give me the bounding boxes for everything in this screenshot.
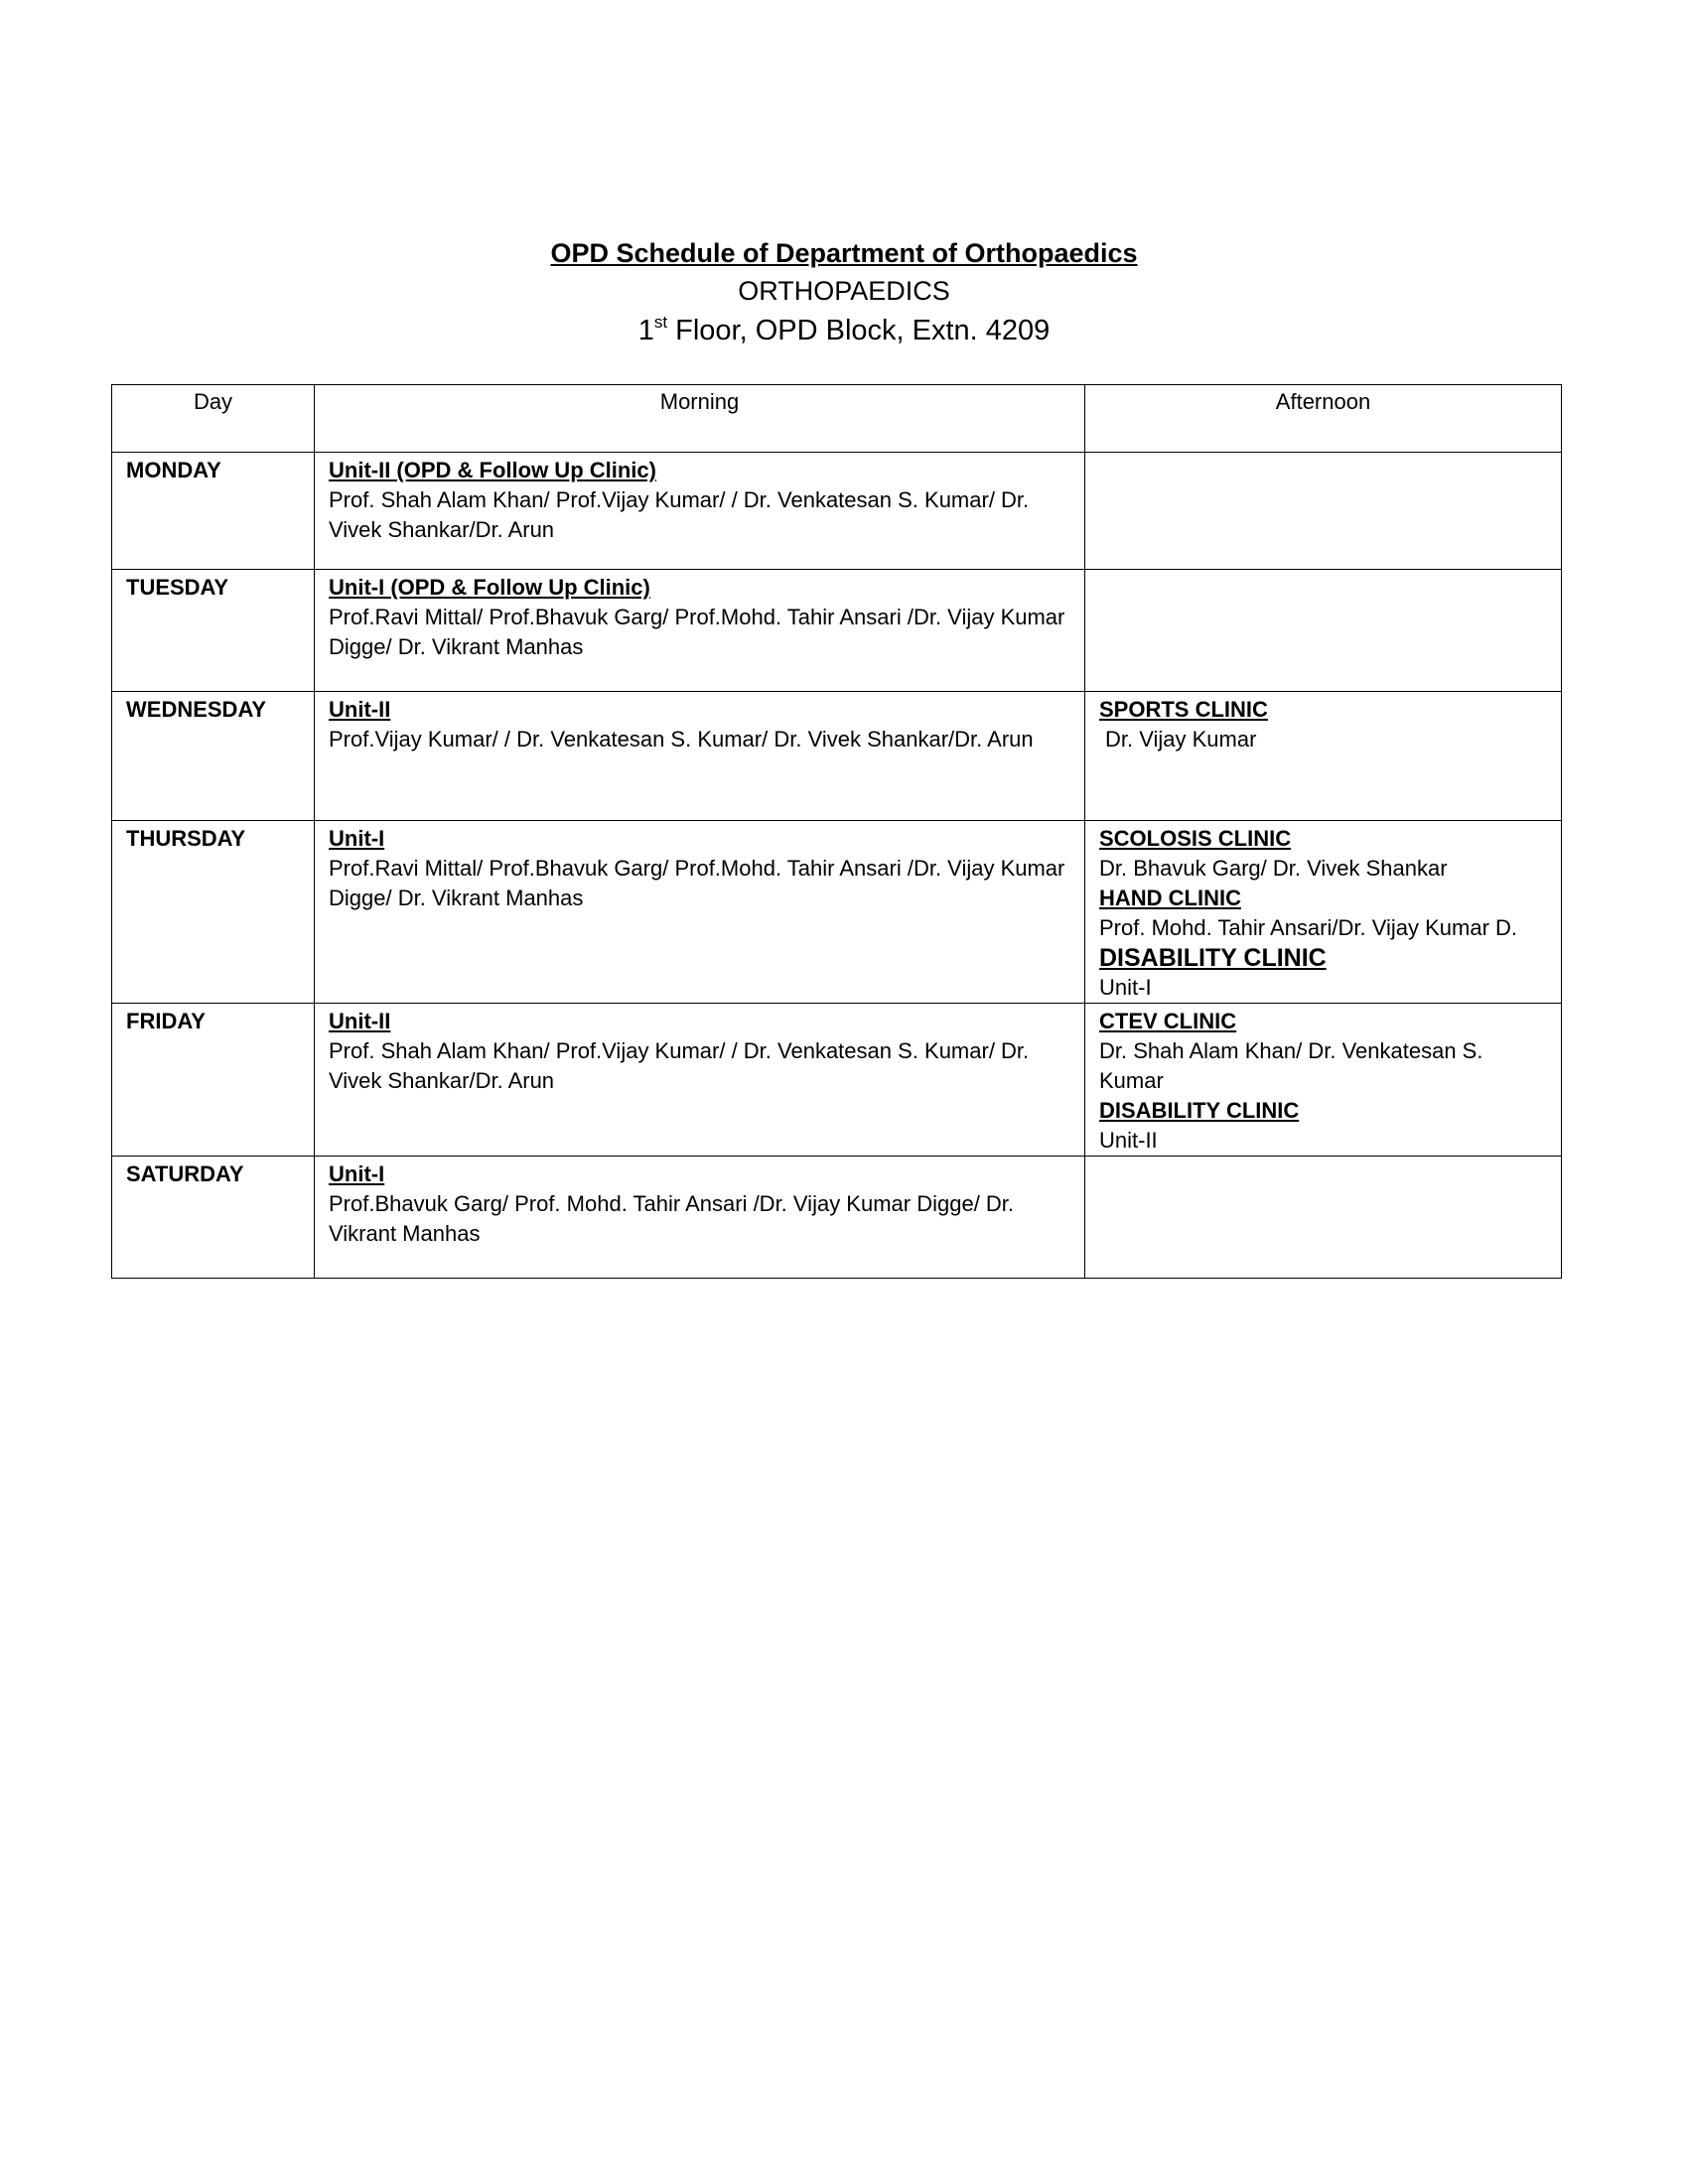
column-header-day: Day [112,385,315,453]
clinic-heading: DISABILITY CLINIC [1099,1098,1300,1123]
afternoon-cell [1085,1004,1562,1157]
unit-heading: Unit-II (OPD & Follow Up Clinic) [329,458,656,482]
afternoon-cell [1085,821,1562,1004]
day-cell: WEDNESDAY [112,692,315,821]
location-text: Floor, OPD Block, Extn. 4209 [667,315,1051,346]
afternoon-cell [1085,1157,1562,1279]
page-title: OPD Schedule of Department of Orthopaedics [550,238,1138,268]
afternoon-cell [1085,570,1562,692]
doctor-names: Prof.Ravi Mittal/ Prof.Bhavuk Garg/ Prof.Mohd. Tahir Ansari /Dr. Vijay Kumar Digge/ Dr. Vikrant Manhas [329,605,1065,659]
table-row-thursday [112,821,1562,1004]
clinic-heading: SPORTS CLINIC [1099,697,1268,722]
afternoon-cell [1085,453,1562,570]
day-cell: MONDAY [112,453,315,570]
table-header-row [112,385,1562,453]
clinic-doctors: Unit-II [1099,1128,1158,1153]
doctor-names: Prof.Vijay Kumar/ / Dr. Venkatesan S. Kumar/ Dr. Vivek Shankar/Dr. Arun [329,727,1034,751]
day-cell: THURSDAY [112,821,315,1004]
floor-ordinal: st [653,313,668,332]
unit-heading: Unit-I [329,826,385,851]
clinic-doctors: Dr. Shah Alam Khan/ Dr. Venkatesan S. Kumar [1099,1038,1483,1093]
location-line [0,310,1688,351]
day-cell: TUESDAY [112,570,315,692]
floor-number: 1 [637,315,654,346]
column-header-afternoon: Afternoon [1085,385,1562,453]
morning-cell [315,1004,1085,1157]
unit-heading: Unit-II [329,697,391,722]
document-header [0,234,1688,351]
column-header-morning: Morning [315,385,1085,453]
clinic-heading: SCOLOSIS CLINIC [1099,826,1292,851]
clinic-heading: HAND CLINIC [1099,886,1241,910]
afternoon-cell [1085,692,1562,821]
table-row-wednesday [112,692,1562,821]
day-cell: SATURDAY [112,1157,315,1279]
opd-schedule-table [111,384,1562,1279]
unit-heading: Unit-I [329,1161,385,1186]
clinic-heading: CTEV CLINIC [1099,1009,1237,1033]
clinic-doctors: Dr. Bhavuk Garg/ Dr. Vivek Shankar [1099,856,1448,881]
doctor-names: Prof.Ravi Mittal/ Prof.Bhavuk Garg/ Prof.Mohd. Tahir Ansari /Dr. Vijay Kumar Digge/ Dr. Vikrant Manhas [329,856,1065,910]
morning-cell [315,1157,1085,1279]
unit-heading: Unit-II [329,1009,391,1033]
morning-cell [315,692,1085,821]
table-row-friday [112,1004,1562,1157]
morning-cell [315,453,1085,570]
clinic-doctors: Unit-I [1099,975,1152,1000]
unit-heading: Unit-I (OPD & Follow Up Clinic) [329,575,650,600]
doctor-names: Prof.Bhavuk Garg/ Prof. Mohd. Tahir Ansari /Dr. Vijay Kumar Digge/ Dr. Vikrant Manhas [329,1191,1015,1246]
day-cell: FRIDAY [112,1004,315,1157]
clinic-doctors: Dr. Vijay Kumar [1105,727,1257,751]
morning-cell [315,570,1085,692]
clinic-heading: DISABILITY CLINIC [1099,944,1327,972]
table-row-saturday [112,1157,1562,1279]
clinic-doctors: Prof. Mohd. Tahir Ansari/Dr. Vijay Kumar D. [1099,915,1518,940]
table-row-tuesday [112,570,1562,692]
table-row-monday [112,453,1562,570]
department-name: ORTHOPAEDICS [738,276,950,306]
doctor-names: Prof. Shah Alam Khan/ Prof.Vijay Kumar/ / Dr. Venkatesan S. Kumar/ Dr. Vivek Shankar/Dr. Arun [329,487,1030,542]
morning-cell [315,821,1085,1004]
doctor-names: Prof. Shah Alam Khan/ Prof.Vijay Kumar/ / Dr. Venkatesan S. Kumar/ Dr. Vivek Shankar/Dr. Arun [329,1038,1030,1093]
